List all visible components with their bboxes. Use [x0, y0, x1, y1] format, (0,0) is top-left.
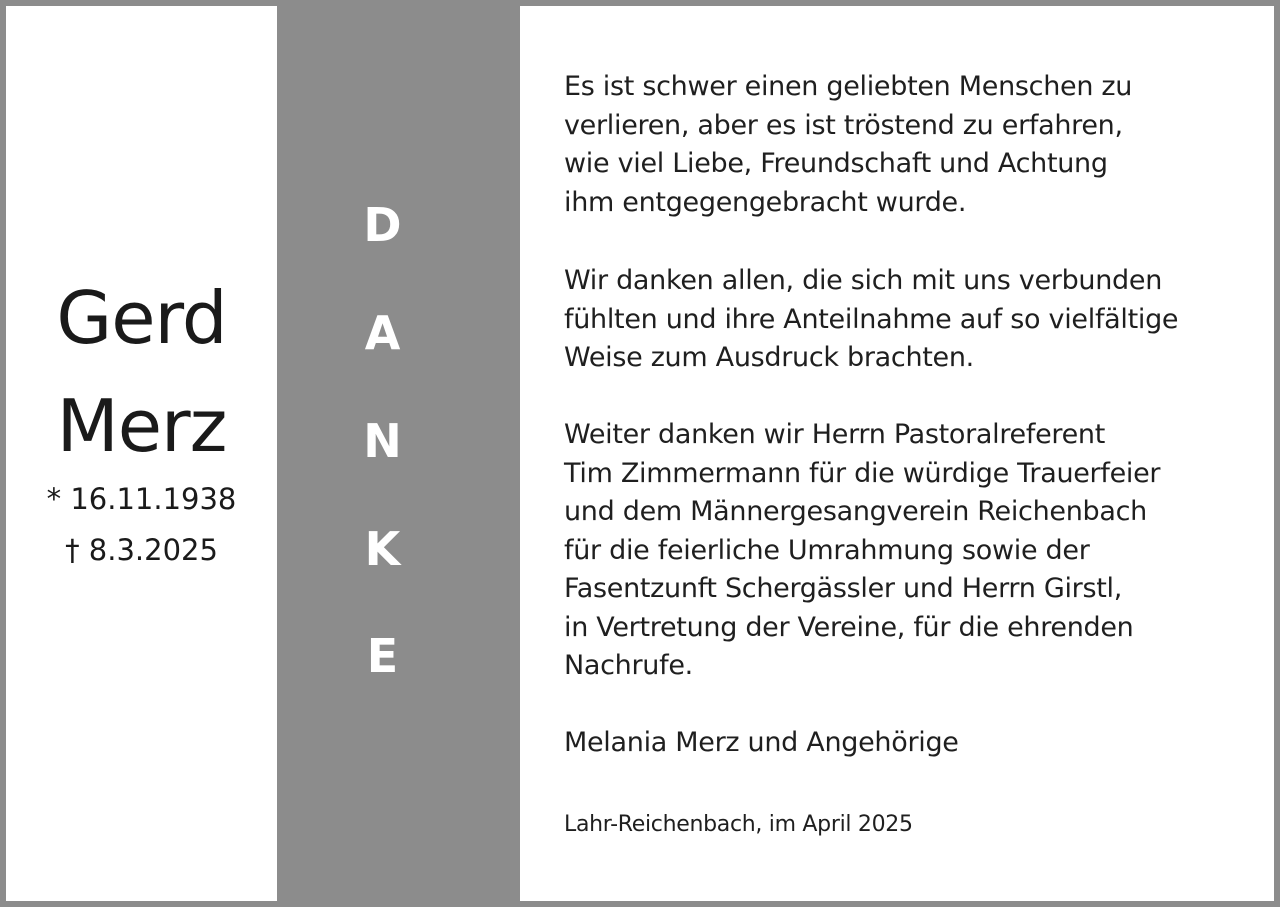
message-line: Weise zum Ausdruck brachten. — [564, 342, 974, 373]
message-line: verlieren, aber es ist tröstend zu erfahren, — [564, 109, 1123, 141]
danke-letter-d: D — [363, 198, 402, 252]
signature-text: Melania Merz und Angehörige — [564, 727, 959, 758]
message-panel — [520, 6, 1274, 901]
message-line: Fasentzunft Schergässler und Herrn Girstl, — [564, 573, 1122, 604]
message-paragraph-1 — [564, 68, 1264, 222]
message-line: Nachrufe. — [564, 650, 693, 681]
message-line: Wir danken allen, die sich mit uns verbunden — [564, 265, 1163, 296]
danke-letter-a: A — [364, 306, 401, 360]
message-line: für die feierliche Umrahmung sowie der — [564, 534, 1090, 566]
message-line: Es ist schwer einen geliebten Menschen zu — [564, 71, 1133, 102]
message-line: in Vertretung der Vereine, für die ehrenden — [564, 611, 1134, 643]
birth-date: * 16.11.1938 — [46, 482, 237, 516]
place-and-date: Lahr-Reichenbach, im April 2025 — [564, 812, 913, 837]
signature — [564, 724, 1264, 763]
message-line: Tim Zimmermann für die würdige Trauerfeier — [564, 457, 1161, 489]
message-line: ihm entgegengebracht wurde. — [564, 186, 967, 218]
danke-letter-n: N — [363, 414, 402, 468]
danke-banner — [277, 6, 520, 901]
message-line: wie viel Liebe, Freundschaft und Achtung — [564, 148, 1108, 179]
message-line: und dem Männergesangverein Reichenbach — [564, 496, 1147, 527]
message-line: Weiter danken wir Herrn Pastoralreferent — [564, 419, 1105, 450]
deceased-first-name: Gerd — [56, 276, 227, 360]
deceased-panel — [6, 6, 277, 901]
deceased-last-name: Merz — [56, 384, 227, 468]
message-paragraph-3 — [564, 416, 1264, 686]
danke-letter-e: E — [366, 629, 399, 683]
message-line: fühlten und ihre Anteilnahme auf so vielfältige — [564, 303, 1179, 335]
danke-letter-k: K — [364, 522, 401, 576]
death-date: † 8.3.2025 — [65, 533, 218, 567]
message-paragraph-2 — [564, 262, 1264, 378]
